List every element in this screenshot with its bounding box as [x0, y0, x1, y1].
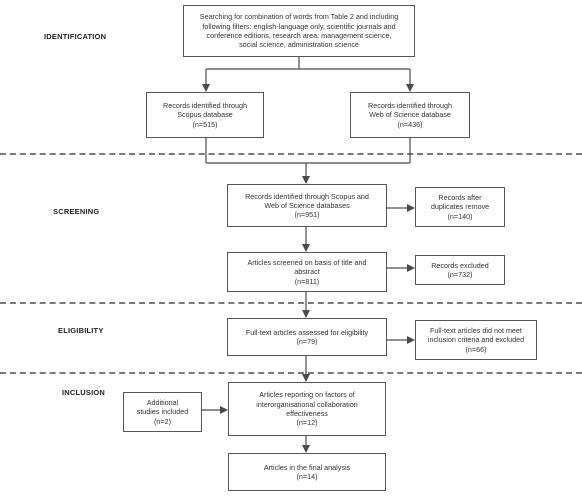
count-label: (n=14): [296, 472, 318, 481]
box-line: Full-text articles did not meet: [430, 326, 522, 336]
count-label: (n=732): [447, 270, 473, 279]
box-line: Web of Science databases: [264, 200, 350, 210]
duplicates-removed-box: [415, 187, 505, 227]
box-line: Articles in the final analysis: [263, 462, 351, 472]
box-line: Additional: [146, 398, 179, 408]
final-analysis-box: [228, 453, 386, 491]
box-line: interorganisational collaboration: [256, 399, 358, 409]
count-label: (n=2): [154, 416, 171, 426]
box-line: Records identified through: [163, 101, 247, 111]
box-line: Records identified through Scopus and: [245, 191, 369, 201]
box-line: Records identified through: [368, 101, 452, 111]
screened-articles-box: [227, 252, 387, 292]
fulltext-assessed-box: [227, 318, 387, 356]
scopus-records-box: [146, 92, 264, 138]
box-line: effectiveness: [286, 409, 328, 418]
stage-label-inclusion: INCLUSION: [62, 388, 106, 397]
box-line: Full-text articles assessed for eligibility: [245, 327, 369, 337]
records-excluded-box: [415, 255, 505, 285]
combined-records-box: [227, 184, 387, 227]
box-line: studies included: [136, 407, 189, 417]
wos-records-box: [350, 92, 470, 138]
count-label: (n=12): [296, 418, 318, 428]
count-label: (n=66): [465, 344, 487, 354]
box-line: duplicates remove: [430, 202, 490, 212]
count-label: (n=811): [294, 276, 320, 286]
count-label: (n=79): [296, 337, 318, 346]
count-label: (n=436): [397, 119, 423, 129]
stage-label-identification: IDENTIFICATION: [44, 32, 107, 41]
box-line: Searching for combination of words from Table 2 and including: [199, 12, 399, 22]
box-line: Web of Science database: [369, 110, 451, 120]
additional-studies-box: [123, 392, 202, 432]
count-label: (n=951): [294, 210, 320, 220]
box-line: Records excluded: [431, 260, 489, 270]
stage-label-screening: SCREENING: [53, 207, 100, 216]
count-label: (n=140): [447, 211, 473, 221]
box-line: Scopus database: [177, 110, 233, 120]
box-line: social science, administration science: [239, 40, 359, 50]
search-criteria-box: [183, 5, 415, 57]
box-line: Articles screened on basis of title and: [247, 258, 367, 268]
stage-label-eligibility: ELIGIBILITY: [58, 326, 104, 335]
box-line: Articles reporting on factors of: [259, 390, 355, 400]
box-line: inclusion criteria and excluded: [427, 335, 525, 345]
count-label: (n=515): [192, 119, 218, 129]
fulltext-excluded-box: [415, 320, 537, 360]
box-line: conference editions, research area: management science,: [206, 31, 392, 40]
reporting-articles-box: [228, 382, 386, 436]
box-line: Records after: [438, 193, 482, 203]
box-line: following filters: english-language only, scientific journals and: [202, 21, 396, 31]
box-line: abstract: [294, 267, 320, 277]
